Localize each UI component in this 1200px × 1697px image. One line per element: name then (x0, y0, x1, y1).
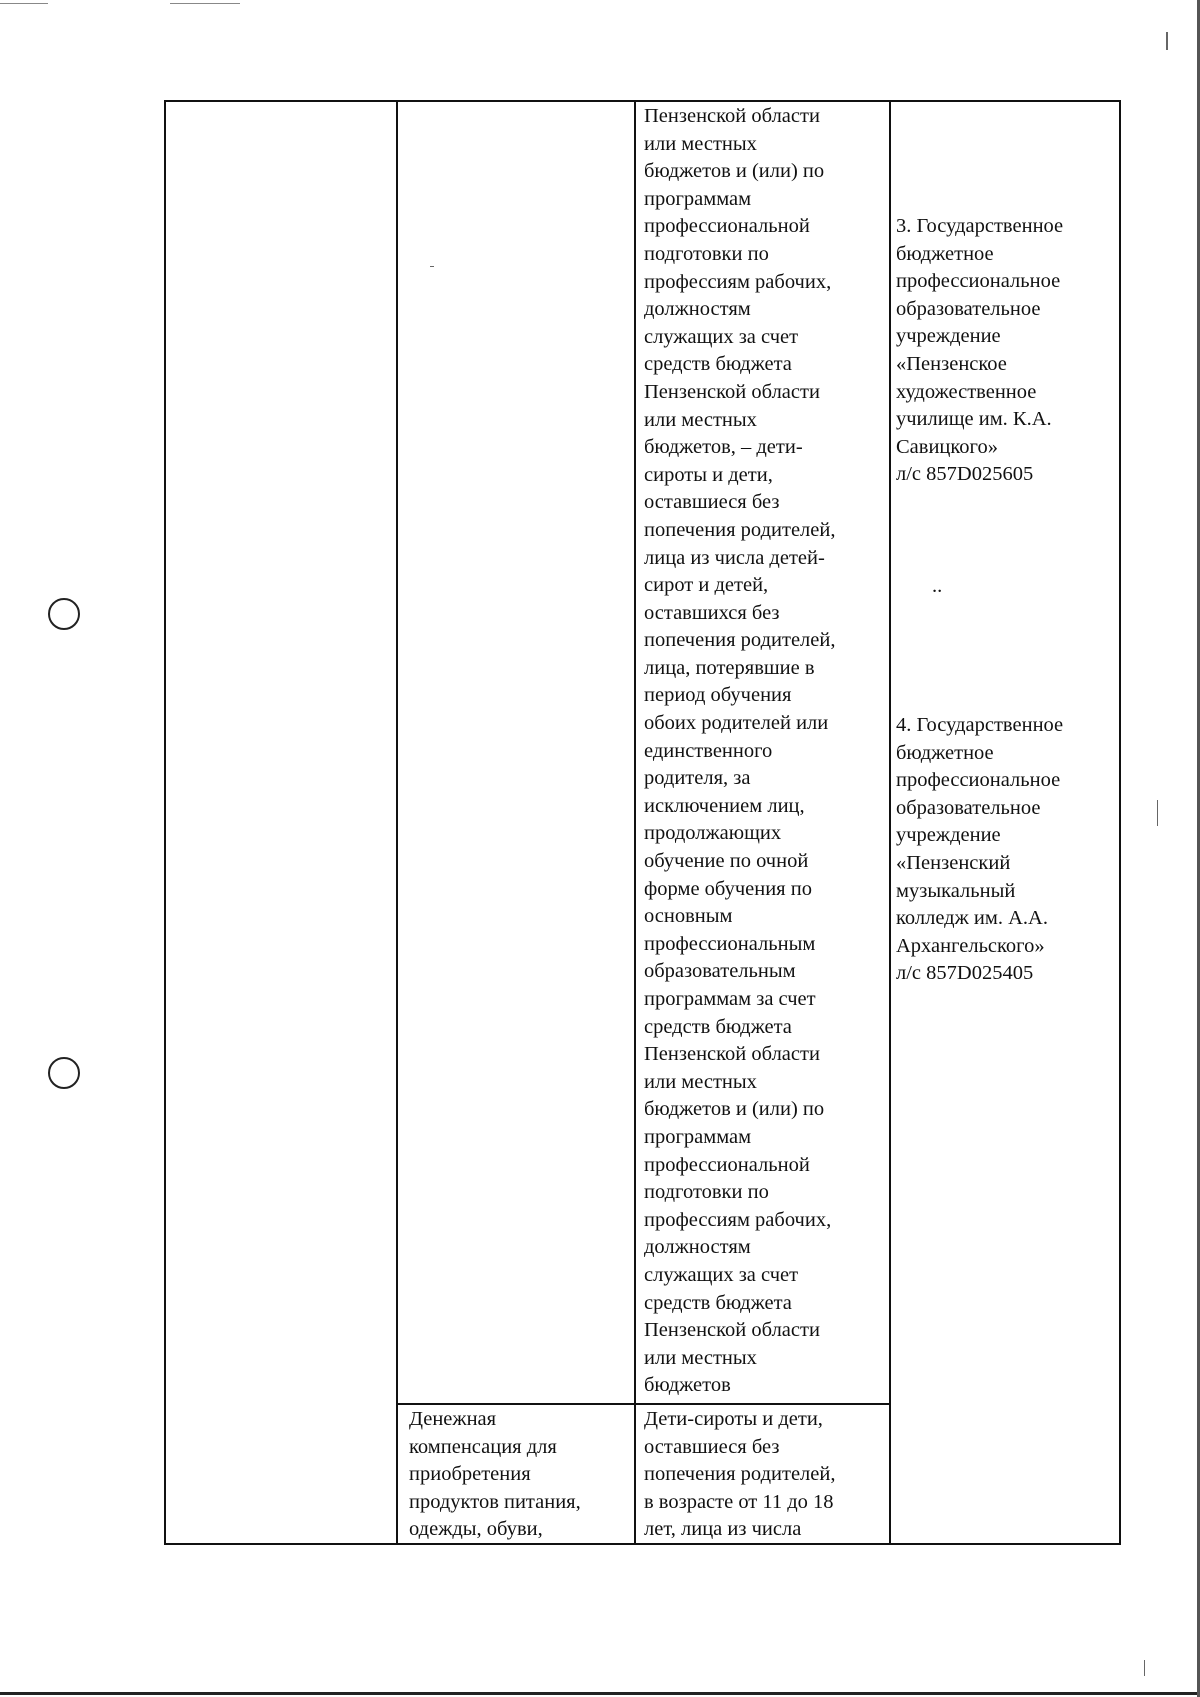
col-border-1 (164, 100, 166, 1545)
scan-artifact-top-mid (170, 3, 240, 4)
punch-hole-icon (48, 598, 80, 630)
page-bottom-edge (0, 1692, 1200, 1695)
scan-artifact-top-left (0, 3, 48, 4)
table-top-border (164, 100, 1120, 102)
cell-dots: .. (932, 575, 943, 597)
institution-3-text: 3. Государственное бюджетное профессиональное образовательное учреждение «Пензенское художественное училище им. К.А. Савицкого» л/с 857D025605 (896, 215, 1064, 486)
col-border-4 (889, 100, 891, 1545)
benefit-type-text: Денежная компенсация для приобретения продуктов питания, одежды, обуви, (409, 1408, 581, 1541)
scan-speck (430, 266, 434, 267)
scan-speck (1157, 800, 1158, 826)
col-border-2 (396, 100, 398, 1545)
punch-hole-icon (48, 1057, 80, 1089)
recipients-cell-text: Пензенской области или местных бюджетов и (или) по программам профессиональной подготовки по профессиям рабочих, должностям служащих за счет средств бюджета Пензенской области или местных бюджетов, – дети- сироты и дети, оставшиеся без попечения родителей, лица из числа детей- сирот и детей, оставшихся без попечения родителей, лица, потерявшие в период обучения обоих родителей или единственного родителя, за исключением лиц, продолжающих обучение по очной форме обучения по основным профессиональным образовательным программам за счет средств бюджета Пензенской области или местных бюджетов и (или) по программам профессиональной подготовки по профессиям рабочих, должностям служащих за счет средств бюджета Пензенской области или местных бюджетов (644, 105, 836, 1397)
table-bottom-border (164, 1543, 1120, 1545)
row-divider (397, 1403, 891, 1405)
scan-speck (1144, 1660, 1145, 1676)
recipients-bottom-text: Дети-сироты и дети, оставшиеся без попечения родителей, в возрасте от 11 до 18 лет, лица из числа (644, 1408, 836, 1541)
scan-speck (1166, 32, 1168, 50)
col-border-3 (634, 100, 636, 1545)
institution-4-text: 4. Государственное бюджетное профессиональное образовательное учреждение «Пензенский музыкальный колледж им. А.А. Архангельского» л/с 857D025405 (896, 714, 1064, 985)
col-border-5 (1119, 100, 1121, 1545)
